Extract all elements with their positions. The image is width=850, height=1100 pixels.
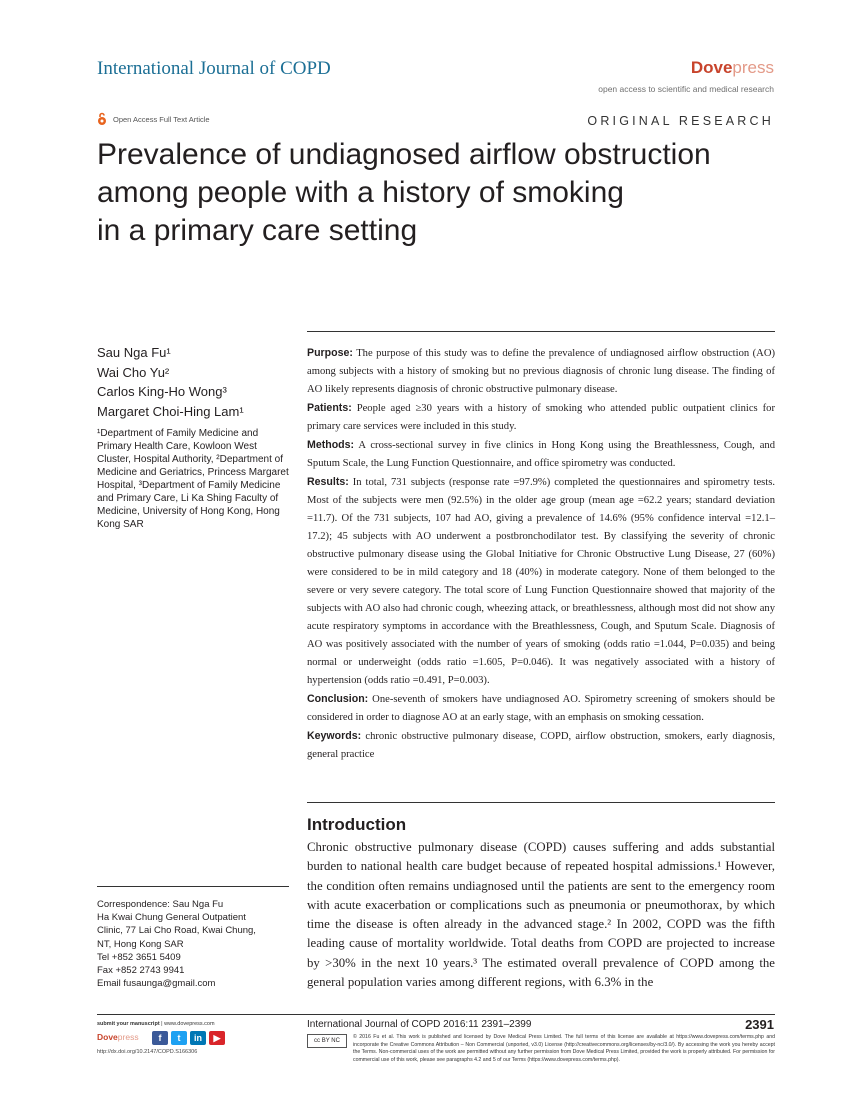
correspondence-line: Ha Kwai Chung General Outpatient — [97, 912, 246, 924]
abstract-text: The purpose of this study was to define the prevalence of undiagnosed airflow obstruction (AO) among subjects with a history of smoking but no previous diagnosis of chronic lung disease. The finding of AO likely represents diagnosis of chronic obstructive pulmonary disease. — [307, 348, 775, 395]
doi-link[interactable]: http://dx.doi.org/10.2147/COPD.S166306 — [97, 1049, 198, 1055]
abstract-label: Keywords: — [307, 730, 362, 742]
facebook-icon[interactable]: f — [152, 1031, 168, 1045]
publisher-logo — [691, 58, 774, 78]
correspondence-email[interactable]: Email fusaunga@gmail.com — [97, 978, 216, 990]
correspondence-line: NT, Hong Kong SAR — [97, 938, 184, 950]
copyright-block — [307, 1034, 775, 1064]
author-list — [97, 343, 244, 421]
section-heading: Introduction — [307, 815, 407, 834]
footer-publisher-logo — [97, 1032, 139, 1042]
footer-logo-bold: Dove — [97, 1032, 118, 1042]
author: Carlos King-Ho Wong³ — [97, 384, 227, 399]
abstract-patients — [307, 399, 775, 436]
abstract — [307, 344, 775, 764]
title-line: among people with a history of smoking — [97, 176, 624, 209]
cc-license-icon: cc BY NC — [307, 1034, 347, 1048]
correspondence-line: Clinic, 77 Lai Cho Road, Kwai Chung, — [97, 925, 256, 937]
abstract-text: chronic obstructive pulmonary disease, COPD, airflow obstruction, smokers, early diagnosis, general practice — [307, 731, 775, 760]
affiliations: ¹Department of Family Medicine and Primary Health Care, Kowloon West Cluster, Hospital Authority, ²Department of Medicine and Geriatrics, Princess Margaret Hospital, ³Department of Family Medicine and Primary Care, Li Ka Shing Faculty of Medicine, University of Hong Kong, Hong Kong SAR — [97, 428, 289, 530]
submit-manuscript-link[interactable] — [97, 1021, 215, 1027]
correspondence-line: Fax +852 2743 9941 — [97, 965, 185, 977]
license-text: © 2016 Fu et al. This work is published and licensed by Dove Medical Press Limited. The full terms of this license are available at https://www.dovepress.com/terms.php and incorporate the Creative Commons Attribution – Non Commercial (unported, v3.0) License (http://creativecommons.org/licenses/by-nc/3.0/). By accessing the work you hereby accept the Terms. Non-commercial uses of the work are permitted without any further permission from Dove Medical Press Limited, provided the work is properly attributed. For permission for commercial use of this work, please see paragraphs 4.2 and 5 of our Terms (https://www.dovepress.com/terms.php). — [353, 1034, 775, 1063]
abstract-bottom-rule — [307, 802, 775, 803]
publisher-tagline: open access to scientific and medical research — [598, 84, 774, 94]
abstract-label: Conclusion: — [307, 693, 369, 705]
author: Sau Nga Fu¹ — [97, 345, 171, 360]
open-access-badge — [97, 112, 210, 126]
correspondence — [97, 898, 292, 990]
publisher-logo-bold: Dove — [690, 58, 733, 77]
title-line: in a primary care setting — [97, 214, 418, 247]
abstract-purpose — [307, 344, 775, 399]
publisher-logo-light: press — [732, 58, 774, 77]
abstract-label: Patients: — [307, 402, 352, 414]
abstract-methods — [307, 436, 775, 473]
abstract-text: In total, 731 subjects (response rate =97.9%) completed the questionnaires and spirometry tests. Most of the subjects were men (92.5%) in the older age group (mean age =62.2 years; standard deviation =11.7). Of the 731 subjects, 107 had AO, giving a prevalence of 14.6% (95% confidence interval =12.1–17.2); 45 subjects with AO underwent a postbronchodilator test. By classifying the severity of chronic obstructive pulmonary disease using the Global Initiative for Chronic Obstructive Lung Disease, 27 (60%) were considered to be in mild category and 18 (40%) in moderate category. None of them belonged to the severe or very severe category. The total score of Lung Function Questionnaire showed that majority of the subjects with AO also had chronic cough, wheezing attack, or breathlessness, although most did not show any acute respiratory symptoms in accordance with the Breathlessness, Cough, and Sputum Scale. Diagnosis of AO was positively associated with the number of years of smoking (odds ratio =1.044, P=0.035) and being normal or underweight (odds ratio =1.605, P=0.046). It was negatively associated with a history of hypertension (odds ratio =0.491, P=0.003). — [307, 477, 775, 686]
title-line: Prevalence of undiagnosed airflow obstruction — [97, 138, 711, 171]
youtube-icon[interactable]: ▶ — [209, 1031, 225, 1045]
abstract-label: Results: — [307, 476, 349, 488]
open-access-label: Open Access Full Text Article — [113, 114, 210, 124]
abstract-text: People aged ≥30 years with a history of smoking who attended public outpatient clinics for primary care services were included in this study. — [307, 403, 775, 432]
abstract-keywords — [307, 727, 775, 764]
correspondence-line: Correspondence: Sau Nga Fu — [97, 899, 224, 910]
footer-rule — [97, 1014, 775, 1015]
abstract-conclusion — [307, 690, 775, 727]
page-number: 2391 — [745, 1017, 774, 1032]
footer-logo-light: press — [117, 1032, 139, 1042]
abstract-top-rule — [307, 331, 775, 332]
journal-name: International Journal of COPD — [97, 58, 331, 79]
author: Margaret Choi-Hing Lam¹ — [97, 403, 244, 419]
abstract-label: Purpose: — [307, 347, 353, 359]
citation: International Journal of COPD 2016:11 2391–2399 — [307, 1019, 532, 1030]
correspondence-rule — [97, 886, 289, 887]
abstract-results — [307, 473, 775, 690]
correspondence-line: Tel +852 3651 5409 — [97, 951, 181, 963]
abstract-text: A cross-sectional survey in five clinics in Hong Kong using the Breathlessness, Cough, and Sputum Scale, the Lung Function Questionnaire, and office spirometry was conducted. — [307, 440, 775, 469]
twitter-icon[interactable]: t — [171, 1031, 187, 1045]
open-access-lock-icon — [97, 112, 107, 126]
abstract-label: Methods: — [307, 439, 355, 451]
article-title — [97, 136, 787, 250]
social-links — [152, 1031, 225, 1045]
introduction-text: Chronic obstructive pulmonary disease (COPD) causes suffering and adds substantial burden to national health care budget because of repeated hospital admissions.¹ However, the condition often remains undiagnosed until the patients are sent to the emergency room with acute exacerbation or complications such as pneumonia or pneumothorax, by which time the disease is often already in the advanced stage.² In 2002, COPD was the fifth leading cause of mortality worldwide. Total deaths from COPD are projected to increase by >30% in the next 10 years.³ The estimated overall prevalence of COPD among the general population varies among different regions, with 6.3% in the — [307, 840, 775, 990]
submit-label: submit your manuscript — [97, 1021, 160, 1027]
abstract-text: One-seventh of smokers have undiagnosed AO. Spirometry screening of smokers should be considered in order to diagnose AO at an early stage, with an emphasis on smoking cessation. — [307, 694, 775, 723]
author: Wai Cho Yu² — [97, 364, 170, 380]
linkedin-icon[interactable]: in — [190, 1031, 206, 1045]
article-type: ORIGINAL RESEARCH — [587, 114, 774, 128]
submit-site: | www.dovepress.com — [159, 1021, 215, 1027]
